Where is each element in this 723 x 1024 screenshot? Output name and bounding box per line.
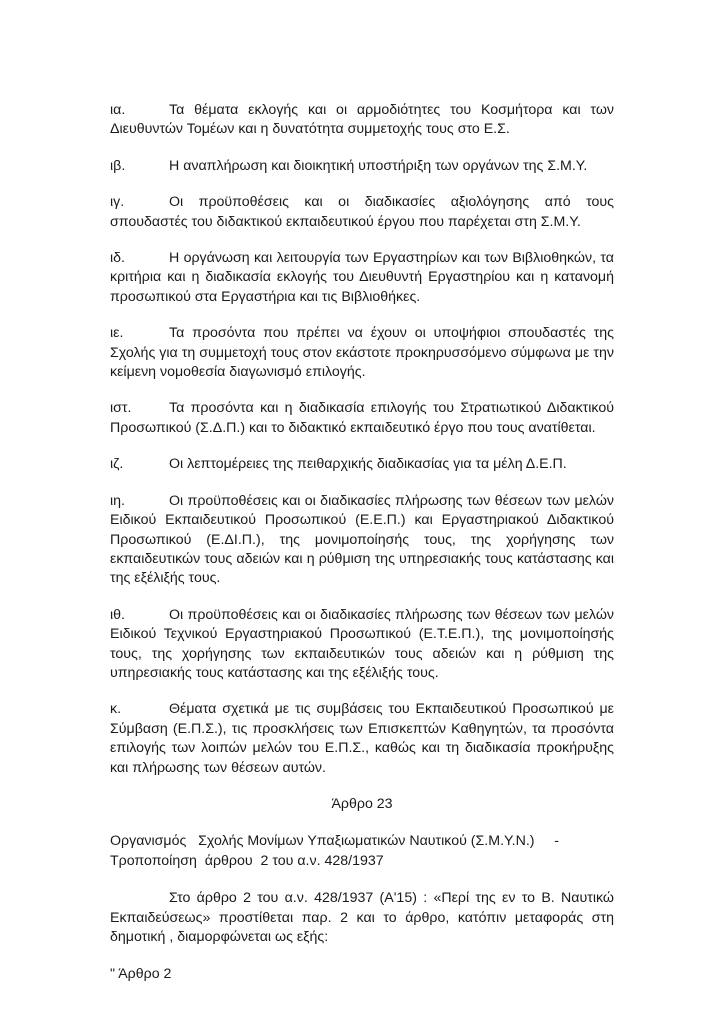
provision-item	[110, 101, 614, 140]
provision-text: Θέματα σχετικά με τις συμβάσεις του Εκπαιδευτικού Προσωπικού με Σύμβαση (Ε.Π.Σ.), τις προσκλήσεις των Επισκεπτών Καθηγητών, τα προσόντα επιλογής των λοιπών μελών του Ε.Π.Σ., καθώς και τη διαδικασία προκήρυξης και πλήρωσης των θέσεων αυτών.	[110, 701, 614, 776]
provision-number: ιη.	[110, 492, 125, 509]
provision-text: Οι προϋποθέσεις και οι διαδικασίες πλήρωσης των θέσεων των μελών Ειδικού Εκπαιδευτικού Προσωπικού (Ε.Ε.Π.) και Εργαστηριακού Διδακτικού Προσωπικού (Ε.ΔΙ.Π.), της μονιμοποίησής τους, της χορήγησης των εκπαιδευτικών τους αδειών και η ρύθμιση της υπηρεσιακής τους κατάστασης και της εξέλιξής τους.	[110, 492, 614, 587]
provision-number: ιβ.	[110, 157, 126, 174]
provision-text: Τα προσόντα που πρέπει να έχουν οι υποψήφιοι σπουδαστές της Σχολής για τη συμμετοχή τους στον εκάστοτε προκηρυσσόμενο σύμφωνα με την κείμενη νομοθεσία διαγωνισμό επιλογής.	[110, 325, 614, 381]
provision-text: Τα προσόντα και η διαδικασία επιλογής του Στρατιωτικού Διδακτικού Προσωπικού (Σ.Δ.Π.) και το διδακτικό εκπαιδευτικό έργο που τους ανατίθεται.	[110, 400, 614, 436]
provision-item	[110, 249, 614, 307]
provision-number: ιδ.	[110, 250, 125, 267]
quoted-article-heading: " Άρθρο 2	[110, 966, 172, 983]
provision-item	[110, 399, 614, 438]
provision-item	[110, 193, 614, 232]
provision-text: Οι προϋποθέσεις και οι διαδικασίες αξιολόγησης από τους σπουδαστές του διδακτικού εκπαιδευτικού έργου που παρέχεται στη Σ.Μ.Υ.	[110, 194, 614, 230]
provision-number: ια.	[110, 102, 126, 118]
provision-number: ιθ.	[110, 606, 125, 623]
provision-item	[110, 700, 614, 778]
provision-number: κ.	[110, 701, 122, 718]
provisions-list	[110, 101, 614, 778]
provision-item	[110, 606, 614, 684]
article-subject: Οργανισμός Σχολής Μονίμων Υπαξιωματικών Ναυτικού (Σ.Μ.Υ.Ν.) - Τροποποίηση άρθρου 2 του α.ν. 428/1937	[110, 833, 559, 869]
provision-number: ιε.	[110, 325, 124, 342]
provision-text: Η οργάνωση και λειτουργία των Εργαστηρίων και των Βιβλιοθηκών, τα κριτήρια και η διαδικασία εκλογής του Διευθυντή Εργαστηρίου και η κατανομή προσωπικού στα Εργαστήρια και τις Βιβλιοθήκες.	[110, 250, 614, 305]
provision-number: ιστ.	[110, 400, 132, 417]
provision-text: Οι λεπτομέρειες της πειθαρχικής διαδικασίας για τα μέλη Δ.Ε.Π.	[169, 456, 567, 473]
provision-item	[110, 455, 614, 474]
amendment-intro-paragraph: Στο άρθρο 2 του α.ν. 428/1937 (Α'15) : «Περί της εν το Β. Ναυτικώ Εκπαιδεύσεως» προστίθεται παρ. 2 και το άρθρο, κατόπιν μεταφοράς στη δημοτική , διαμορφώνεται ως εξής:	[110, 890, 614, 945]
provision-number: ιγ.	[110, 194, 125, 211]
provision-text: Τα θέματα εκλογής και οι αρμοδιότητες του Κοσμήτορα και των Διευθυντών Τομέων και η δυνατότητα συμμετοχής τους στο Ε.Σ.	[110, 102, 614, 138]
provision-item	[110, 157, 614, 176]
provision-text: Η αναπλήρωση και διοικητική υποστήριξη των οργάνων της Σ.Μ.Υ.	[169, 157, 588, 174]
article-heading: Άρθρο 23	[331, 795, 393, 812]
provision-item	[110, 492, 614, 589]
provision-item	[110, 324, 614, 382]
document-page	[110, 101, 614, 985]
provision-number: ιζ.	[110, 456, 124, 473]
provision-text: Οι προϋποθέσεις και οι διαδικασίες πλήρωσης των θέσεων των μελών Ειδικού Τεχνικού Εργαστηριακού Προσωπικού (Ε.Τ.Ε.Π.), της μονιμοποίησής τους, της χορήγησης των εκπαιδευτικών τους αδειών και η ρύθμιση της υπηρεσιακής τους κατάστασης και της εξέλιξής τους.	[110, 606, 614, 681]
